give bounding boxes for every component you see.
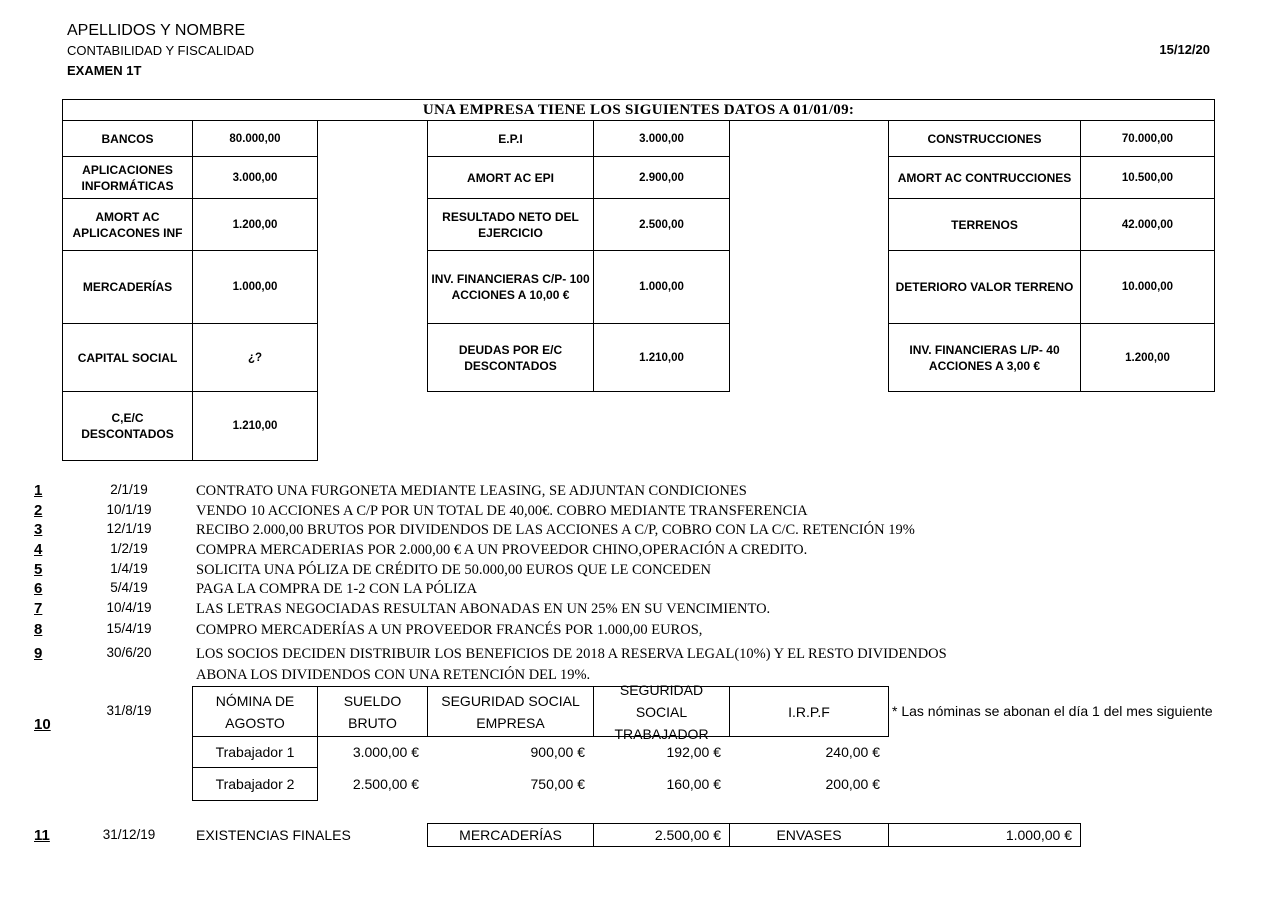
student-name-label: APELLIDOS Y NOMBRE xyxy=(67,22,246,39)
balance-account-label: AMORT AC EPI xyxy=(427,156,594,199)
operation-date: 10/1/19 xyxy=(106,502,152,517)
operation-date: 10/4/19 xyxy=(106,600,152,615)
balance-account-value: 1.210,00 xyxy=(192,391,318,461)
operation-date: 31/8/19 xyxy=(106,703,152,718)
balance-account-value: 70.000,00 xyxy=(1080,120,1215,157)
balance-account-value: 42.000,00 xyxy=(1080,198,1215,251)
payroll-amount: 192,00 € xyxy=(666,744,721,760)
operation-date: 2/1/19 xyxy=(110,482,148,497)
balance-account-value: 80.000,00 xyxy=(192,120,318,157)
payroll-header-cell: SUELDO BRUTO xyxy=(317,686,428,737)
operation-date: 1/2/19 xyxy=(110,541,148,556)
balance-account-label: DETERIORO VALOR TERRENO xyxy=(888,250,1081,324)
operation-date: 5/4/19 xyxy=(110,580,148,595)
operation-number: 4 xyxy=(34,541,43,558)
payroll-amount: 200,00 € xyxy=(825,776,880,792)
operation-number: 10 xyxy=(34,716,51,733)
operation-description: VENDO 10 ACCIONES A C/P POR UN TOTAL DE 40,00€. COBRO MEDIANTE TRANSFERENCIA xyxy=(196,503,808,519)
operation-date: 31/12/19 xyxy=(102,827,156,842)
balance-account-value: 1.000,00 xyxy=(192,250,318,324)
balance-account-value: 3.000,00 xyxy=(593,120,730,157)
operation-description: RECIBO 2.000,00 BRUTOS POR DIVIDENDOS DE LAS ACCIONES A C/P, COBRO CON LA C/C. RETENCIÓN 19% xyxy=(196,522,915,538)
payroll-amount: 2.500,00 € xyxy=(352,776,419,792)
final-value-merchandise: 2.500,00 € xyxy=(593,823,730,847)
payroll-amount: 3.000,00 € xyxy=(352,744,419,760)
exam-label: EXAMEN 1T xyxy=(67,63,142,78)
final-value-packaging: 1.000,00 € xyxy=(888,823,1081,847)
balance-account-value: 10.500,00 xyxy=(1080,156,1215,199)
subject-label: CONTABILIDAD Y FISCALIDAD xyxy=(67,43,255,58)
balance-account-value: 1.000,00 xyxy=(593,250,730,324)
operation-description: CONTRATO UNA FURGONETA MEDIANTE LEASING, SE ADJUNTAN CONDICIONES xyxy=(196,483,747,499)
balance-account-value: 2.500,00 xyxy=(593,198,730,251)
operation-description: COMPRA MERCADERIAS POR 2.000,00 € A UN PROVEEDOR CHINO,OPERACIÓN A CREDITO. xyxy=(196,542,808,558)
operation-description: LOS SOCIOS DECIDEN DISTRIBUIR LOS BENEFICIOS DE 2018 A RESERVA LEGAL(10%) Y EL RESTO DIVIDENDOS xyxy=(196,646,947,662)
operation-date: 1/4/19 xyxy=(110,561,148,576)
balance-account-value: 10.000,00 xyxy=(1080,250,1215,324)
balance-account-label: TERRENOS xyxy=(888,198,1081,251)
operation-description: LAS LETRAS NEGOCIADAS RESULTAN ABONADAS EN UN 25% EN SU VENCIMIENTO. xyxy=(196,601,771,617)
operation-number: 3 xyxy=(34,521,43,538)
balance-account-label: INV. FINANCIERAS C/P- 100 ACCIONES A 10,00 € xyxy=(427,250,594,324)
balance-account-label: APLICACIONES INFORMÁTICAS xyxy=(62,156,193,199)
payroll-header-cell: NÓMINA DE AGOSTO xyxy=(192,686,318,737)
payroll-employee-name: Trabajador 1 xyxy=(192,736,318,768)
operation-number: 2 xyxy=(34,502,43,519)
operation-number: 5 xyxy=(34,561,43,578)
operation-number: 1 xyxy=(34,482,43,499)
payroll-header-cell: I.R.P.F xyxy=(729,686,889,737)
payroll-amount: 750,00 € xyxy=(530,776,585,792)
balance-account-label: AMORT AC APLICACONES INF xyxy=(62,198,193,251)
operation-date: 30/6/20 xyxy=(106,645,152,660)
final-item-packaging: ENVASES xyxy=(729,823,889,847)
balance-account-value: 2.900,00 xyxy=(593,156,730,199)
operation-description: PAGA LA COMPRA DE 1-2 CON LA PÓLIZA xyxy=(196,581,478,597)
operation-date: 15/4/19 xyxy=(106,621,152,636)
payroll-header-cell: SEGURIDAD SOCIAL EMPRESA xyxy=(427,686,594,737)
balance-account-label: RESULTADO NETO DEL EJERCICIO xyxy=(427,198,594,251)
payroll-header-cell: SEGURIDAD SOCIAL TRABAJADOR xyxy=(593,686,730,737)
balance-account-label: BANCOS xyxy=(62,120,193,157)
operation-number: 9 xyxy=(34,645,43,662)
operation-description: SOLICITA UNA PÓLIZA DE CRÉDITO DE 50.000,00 EUROS QUE LE CONCEDEN xyxy=(196,562,711,578)
balance-account-value: ¿? xyxy=(192,323,318,392)
operation-number: 6 xyxy=(34,580,43,597)
operation-description: ABONA LOS DIVIDENDOS CON UNA RETENCIÓN DEL 19%. xyxy=(196,667,591,683)
balance-account-value: 1.200,00 xyxy=(1080,323,1215,392)
operation-description: COMPRO MERCADERÍAS A UN PROVEEDOR FRANCÉS POR 1.000,00 EUROS, xyxy=(196,622,703,638)
final-inventory-label: EXISTENCIAS FINALES xyxy=(196,827,351,843)
operation-number: 7 xyxy=(34,600,43,617)
balance-account-label: INV. FINANCIERAS L/P- 40 ACCIONES A 3,00 € xyxy=(888,323,1081,392)
final-item-merchandise: MERCADERÍAS xyxy=(427,823,594,847)
operation-number: 8 xyxy=(34,621,43,638)
balance-account-label: MERCADERÍAS xyxy=(62,250,193,324)
payroll-amount: 160,00 € xyxy=(666,776,721,792)
payroll-amount: 240,00 € xyxy=(825,744,880,760)
balance-account-label: AMORT AC CONTRUCCIONES xyxy=(888,156,1081,199)
payroll-employee-name: Trabajador 2 xyxy=(192,767,318,801)
payroll-amount: 900,00 € xyxy=(530,744,585,760)
balance-title: UNA EMPRESA TIENE LOS SIGUIENTES DATOS A 01/01/09: xyxy=(62,99,1215,121)
balance-account-value: 1.210,00 xyxy=(593,323,730,392)
balance-account-value: 3.000,00 xyxy=(192,156,318,199)
balance-account-label: C,E/C DESCONTADOS xyxy=(62,391,193,461)
operation-date: 12/1/19 xyxy=(106,521,152,536)
payroll-note: * Las nóminas se abonan el día 1 del mes siguiente xyxy=(892,703,1213,719)
exam-date: 15/12/20 xyxy=(1159,42,1210,57)
balance-account-label: E.P.I xyxy=(427,120,594,157)
balance-account-label: DEUDAS POR E/C DESCONTADOS xyxy=(427,323,594,392)
balance-account-value: 1.200,00 xyxy=(192,198,318,251)
balance-account-label: CAPITAL SOCIAL xyxy=(62,323,193,392)
operation-number: 11 xyxy=(34,827,50,844)
balance-account-label: CONSTRUCCIONES xyxy=(888,120,1081,157)
